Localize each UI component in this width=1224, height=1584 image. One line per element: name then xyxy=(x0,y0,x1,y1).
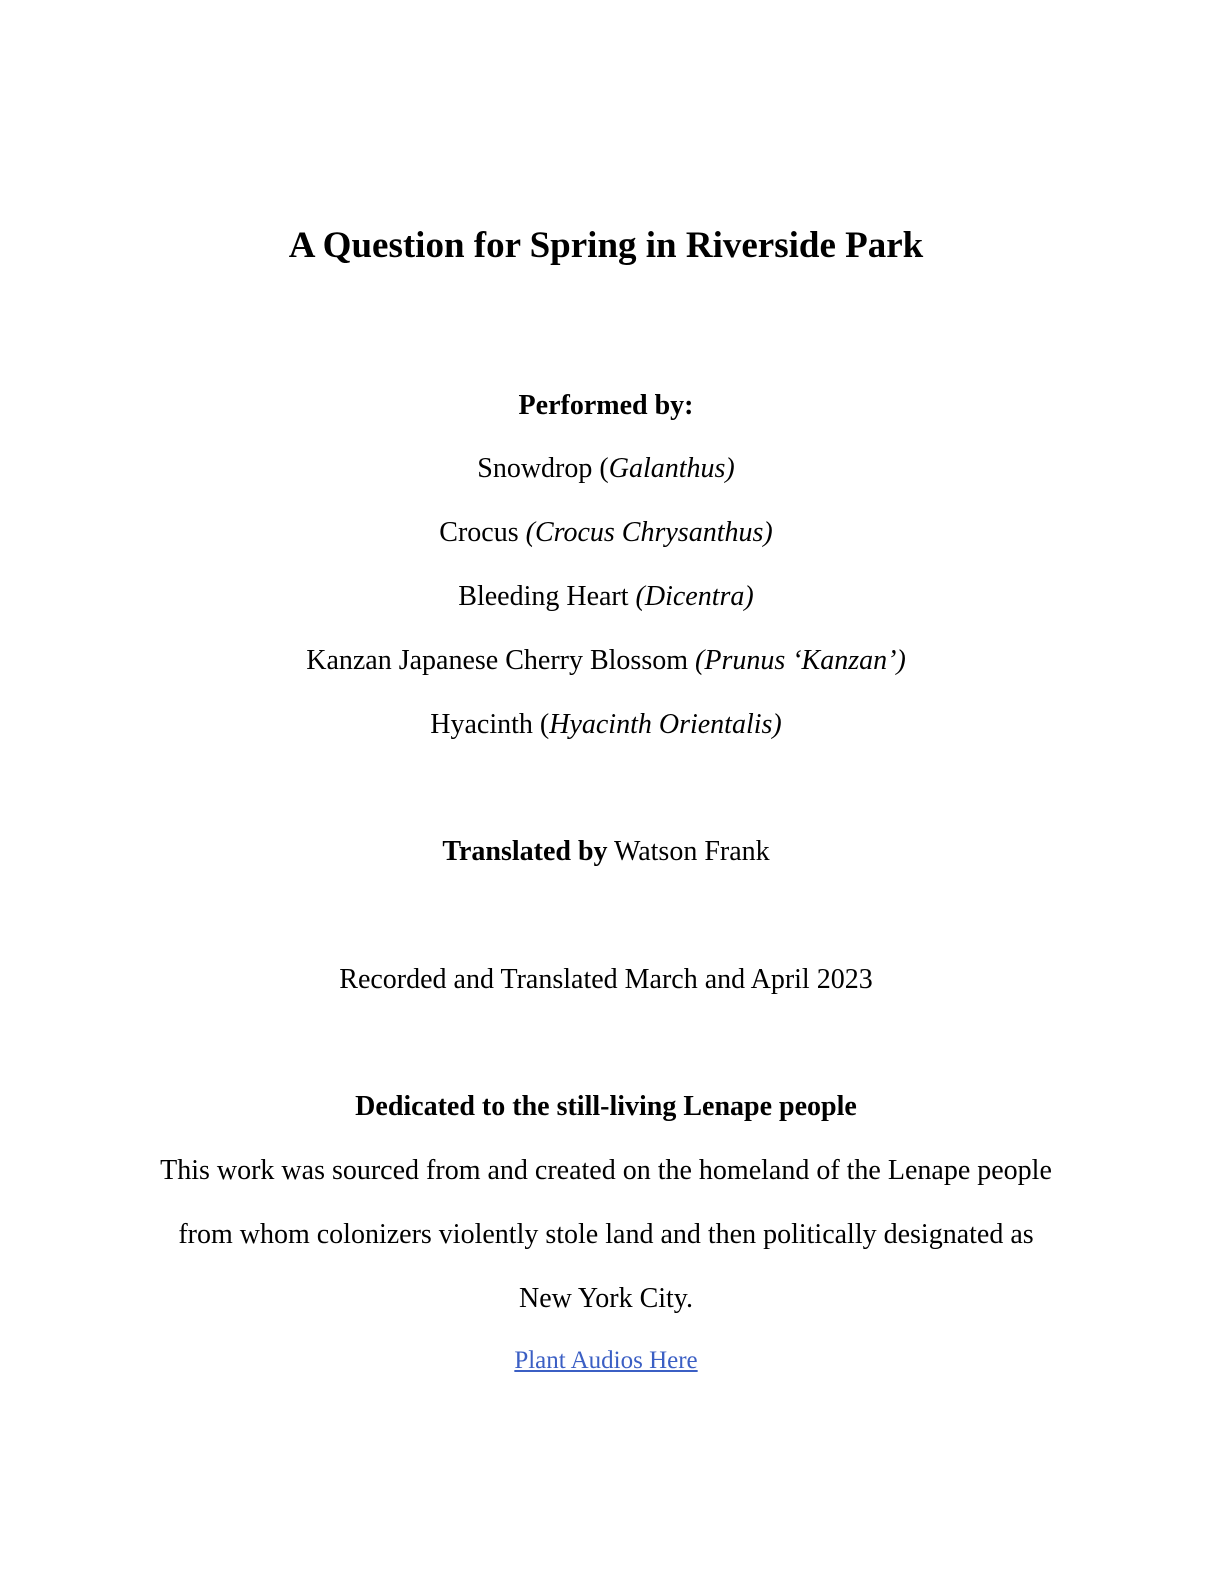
translated-by-label: Translated by xyxy=(442,836,608,867)
performer-bleeding-heart xyxy=(0,579,1212,615)
performer-cherry-blossom xyxy=(0,643,1212,679)
plant-audios-link-row xyxy=(0,1342,1212,1379)
plant-audios-link[interactable]: Plant Audios Here xyxy=(514,1347,698,1374)
performer-latin-name: Hyacinth Orientalis) xyxy=(549,709,782,740)
performer-common-name: Hyacinth ( xyxy=(430,709,550,740)
performer-common-name: Crocus xyxy=(439,517,526,548)
land-acknowledgement-line-1: This work was sourced from and created on the homeland of the Lenape people xyxy=(160,1155,1052,1186)
land-acknowledgement-line-3: New York City. xyxy=(519,1283,693,1314)
performer-latin-name: (Dicentra) xyxy=(635,581,754,612)
land-acknowledgement-line-2: from whom colonizers violently stole land and then politically designated as xyxy=(178,1219,1034,1250)
performer-latin-name: (Prunus ‘Kanzan’) xyxy=(695,645,906,676)
dedication-heading: Dedicated to the still-living Lenape people xyxy=(355,1091,857,1122)
performer-latin-name: Galanthus) xyxy=(608,453,735,484)
performer-common-name: Bleeding Heart xyxy=(458,581,636,612)
translator-name: Watson Frank xyxy=(607,836,770,867)
performer-common-name: Kanzan Japanese Cherry Blossom xyxy=(306,645,696,676)
document-title: A Question for Spring in Riverside Park xyxy=(288,225,924,266)
performer-snowdrop xyxy=(0,451,1212,487)
translator-line xyxy=(0,834,1212,870)
performer-crocus xyxy=(0,515,1212,551)
performer-hyacinth xyxy=(0,707,1212,743)
performed-by-label: Performed by: xyxy=(518,390,694,421)
performer-latin-name: (Crocus Chrysanthus) xyxy=(525,517,773,548)
recorded-date: Recorded and Translated March and April 2023 xyxy=(339,964,873,995)
performer-common-name: Snowdrop ( xyxy=(477,453,609,484)
